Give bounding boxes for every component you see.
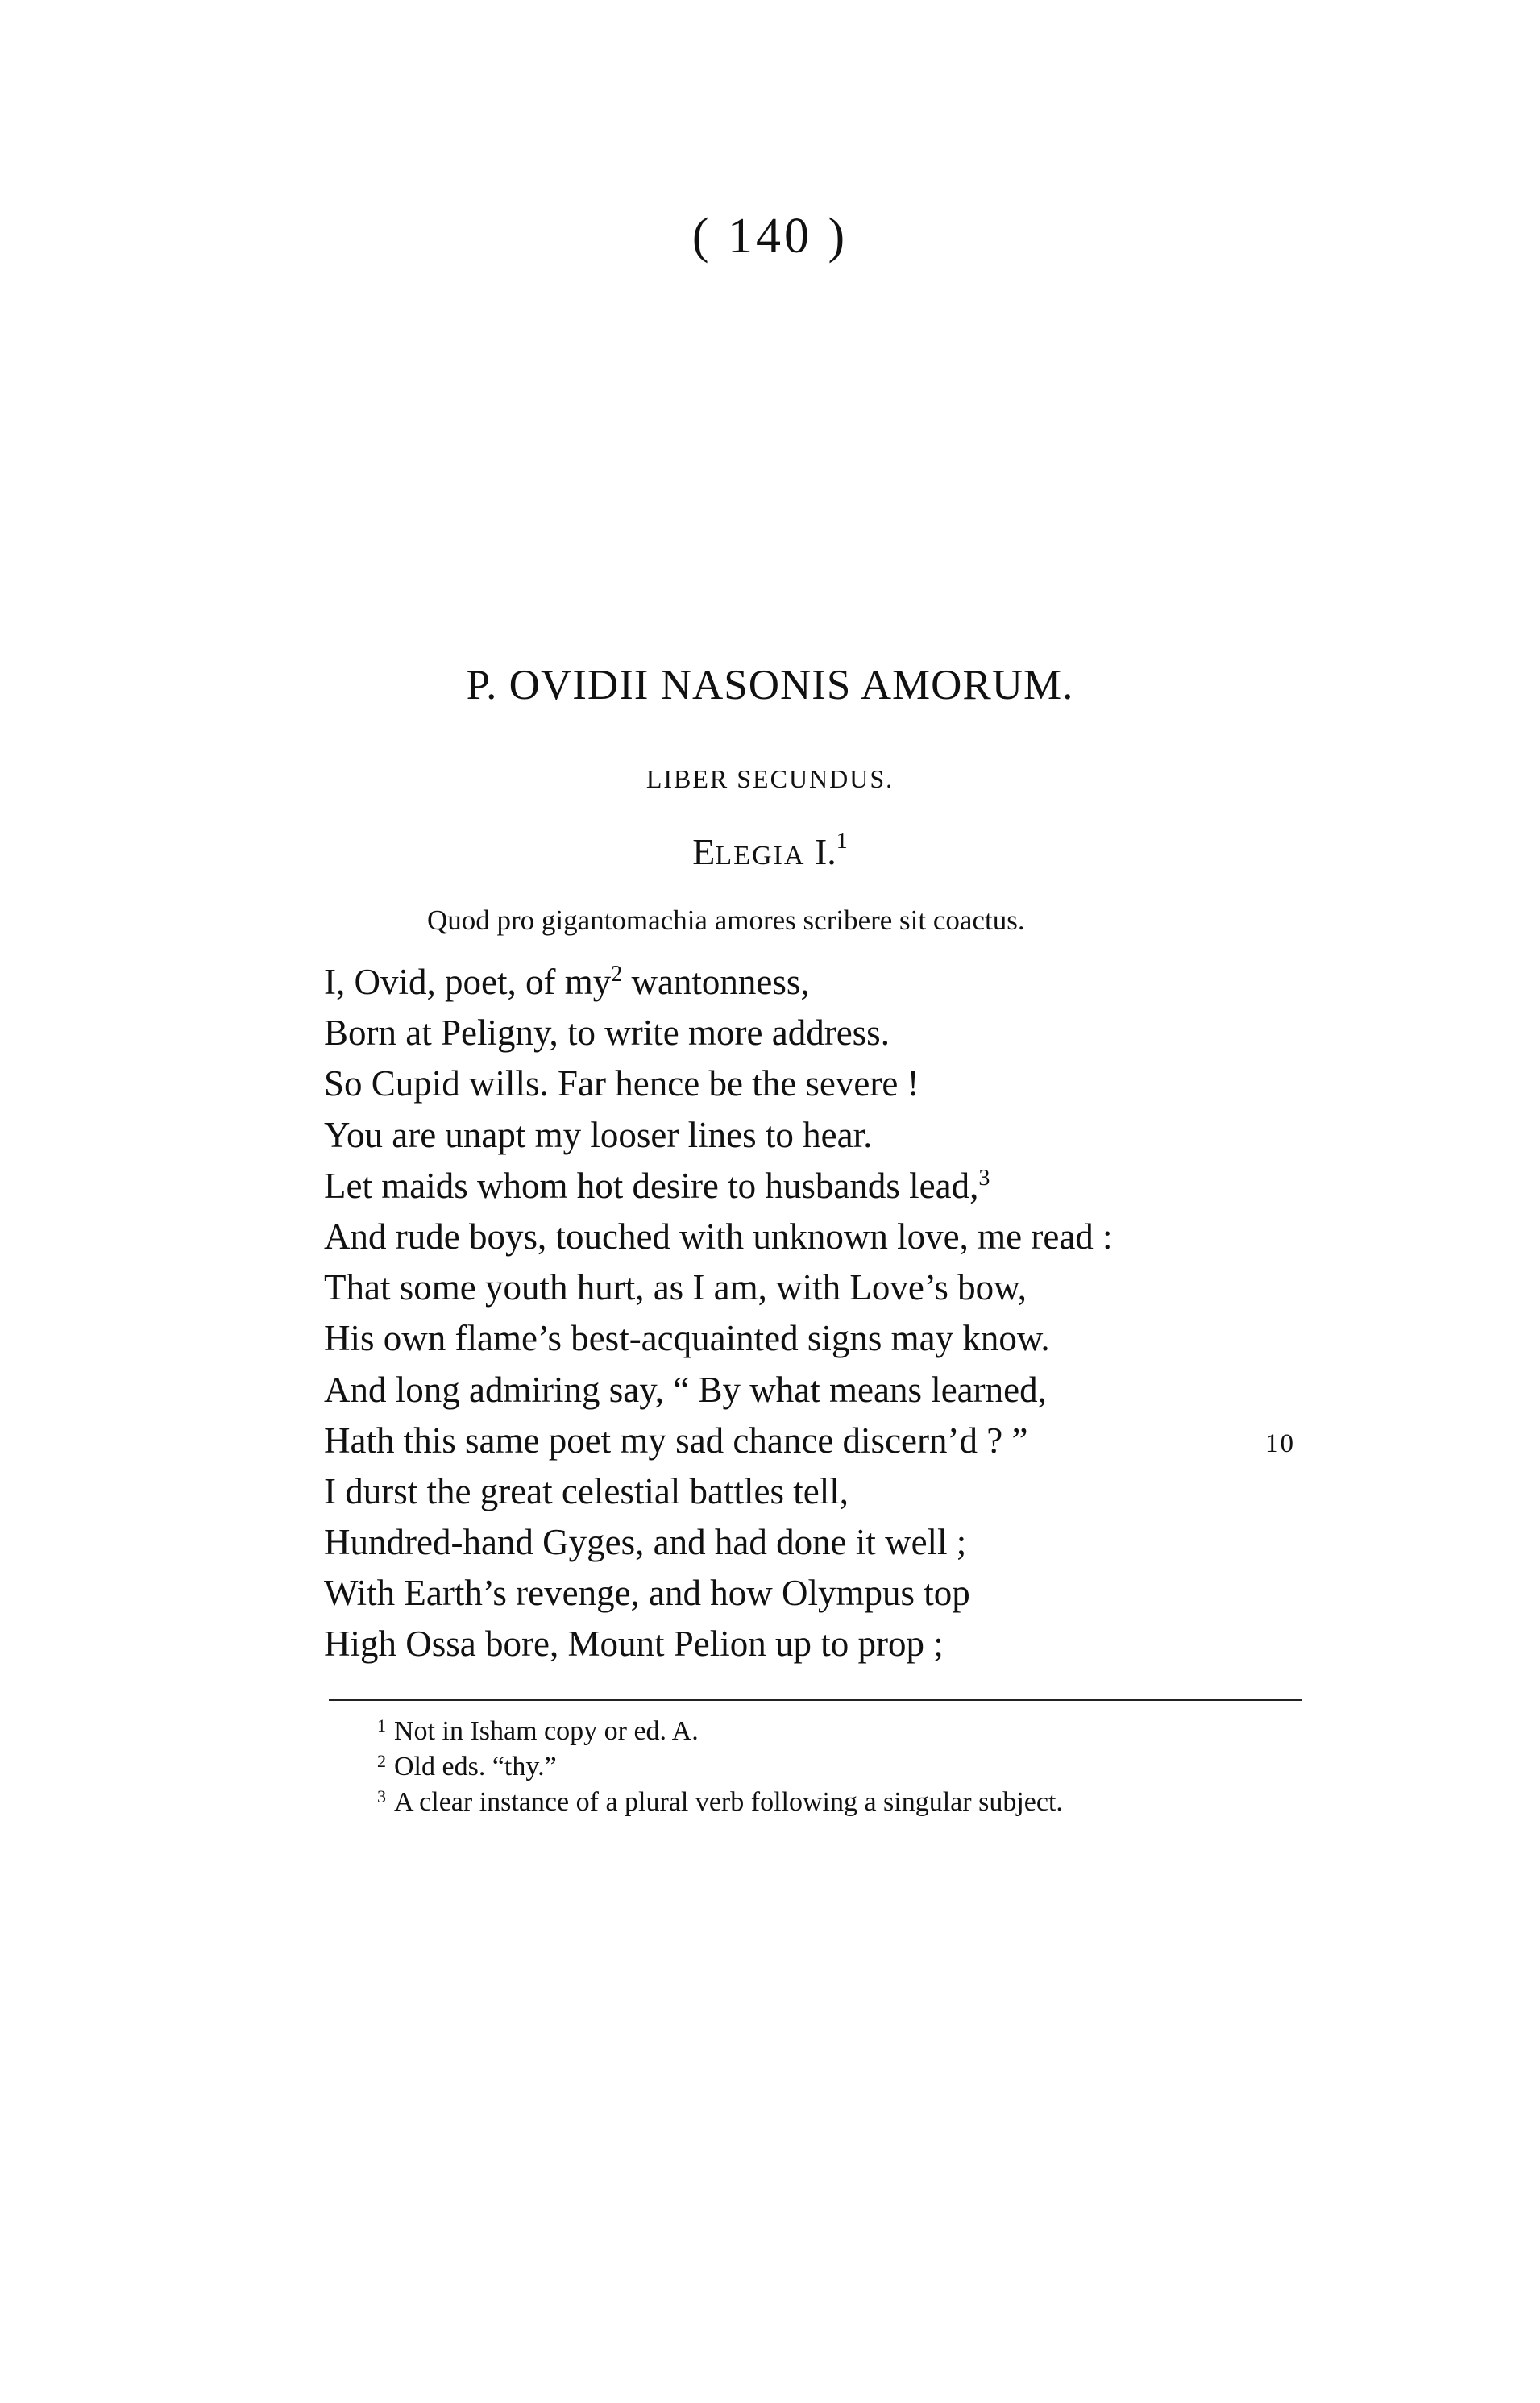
- line-number: 10: [1265, 1428, 1295, 1458]
- poem-line: [324, 1568, 1339, 1619]
- poem-line: [324, 1466, 1339, 1517]
- poem-line-text: Let maids whom hot desire to husbands lead,: [324, 1165, 979, 1206]
- poem-line: [324, 1212, 1339, 1262]
- footnote-text: A clear instance of a plural verb following a singular subject.: [394, 1787, 1063, 1817]
- elegy-argument: Quod pro gigantomachia amores scribere sit coactus.: [427, 904, 1025, 936]
- poem-line: [324, 1517, 1339, 1568]
- footnote-text: Not in Isham copy or ed. A.: [394, 1716, 699, 1746]
- footnotes: [377, 1714, 1063, 1820]
- footnote-text: Old eds. “thy.”: [394, 1752, 557, 1781]
- poem-line-text: His own flame’s best-acquainted signs may know.: [324, 1318, 1050, 1359]
- poem-line: [324, 1058, 1339, 1109]
- footnote-ref: 1: [836, 829, 848, 854]
- poem-line-text: Born at Peligny, to write more address.: [324, 1012, 890, 1054]
- poem-line: [324, 1008, 1339, 1058]
- poem-body: [324, 957, 1339, 1670]
- poem-line-text: With Earth’s revenge, and how Olympus top: [324, 1573, 970, 1614]
- footnote-mark: 3: [377, 1786, 386, 1806]
- elegia-numeral: I.: [814, 831, 836, 872]
- poem-line-text: Hundred-hand Gyges, and had done it well ;: [324, 1522, 967, 1563]
- footnote: [377, 1749, 1063, 1785]
- poem-line-text: And rude boys, touched with unknown love, me read :: [324, 1216, 1113, 1257]
- poem-line-text: Hath this same poet my sad chance discern’d ? ”: [324, 1420, 1028, 1461]
- elegia-label-initial: E: [692, 831, 716, 872]
- poem-line-text: High Ossa bore, Mount Pelion up to prop ;: [324, 1623, 944, 1665]
- poem-line: [324, 957, 1339, 1008]
- poem-line: [324, 1110, 1339, 1161]
- poem-line: [324, 1416, 1339, 1466]
- poem-line-text: That some youth hurt, as I am, with Love’s bow,: [324, 1267, 1027, 1308]
- poem-line: [324, 1313, 1339, 1364]
- footnote-mark: 1: [377, 1715, 386, 1736]
- poem-line: [324, 1619, 1339, 1669]
- footnote-ref: 3: [978, 1165, 990, 1191]
- poem-line-text-cont: wantonness,: [622, 962, 810, 1002]
- footnote-divider: [329, 1699, 1302, 1701]
- poem-line-text: So Cupid wills. Far hence be the severe !: [324, 1063, 919, 1104]
- page-number: ( 140 ): [691, 209, 849, 264]
- poem-line: [324, 1161, 1339, 1212]
- footnote: [377, 1714, 1063, 1749]
- book-subtitle: LIBER SECUNDUS.: [645, 764, 895, 793]
- book-title: P. OVIDII NASONIS AMORUM.: [466, 662, 1074, 709]
- poem-line: [324, 1262, 1339, 1313]
- elegia-label-rest: LEGIA: [715, 841, 806, 871]
- footnote-mark: 2: [377, 1751, 386, 1771]
- footnote: [377, 1785, 1063, 1820]
- poem-line-text: And long admiring say, “ By what means learned,: [324, 1369, 1047, 1410]
- poem-line-text: I durst the great celestial battles tell,: [324, 1470, 849, 1511]
- footnote-ref: 2: [611, 962, 623, 987]
- poem-line: [324, 1365, 1339, 1416]
- poem-line-text: I, Ovid, poet, of my: [324, 962, 612, 1002]
- poem-line-text: You are unapt my looser lines to hear.: [324, 1114, 873, 1155]
- elegia-heading: [0, 830, 1540, 873]
